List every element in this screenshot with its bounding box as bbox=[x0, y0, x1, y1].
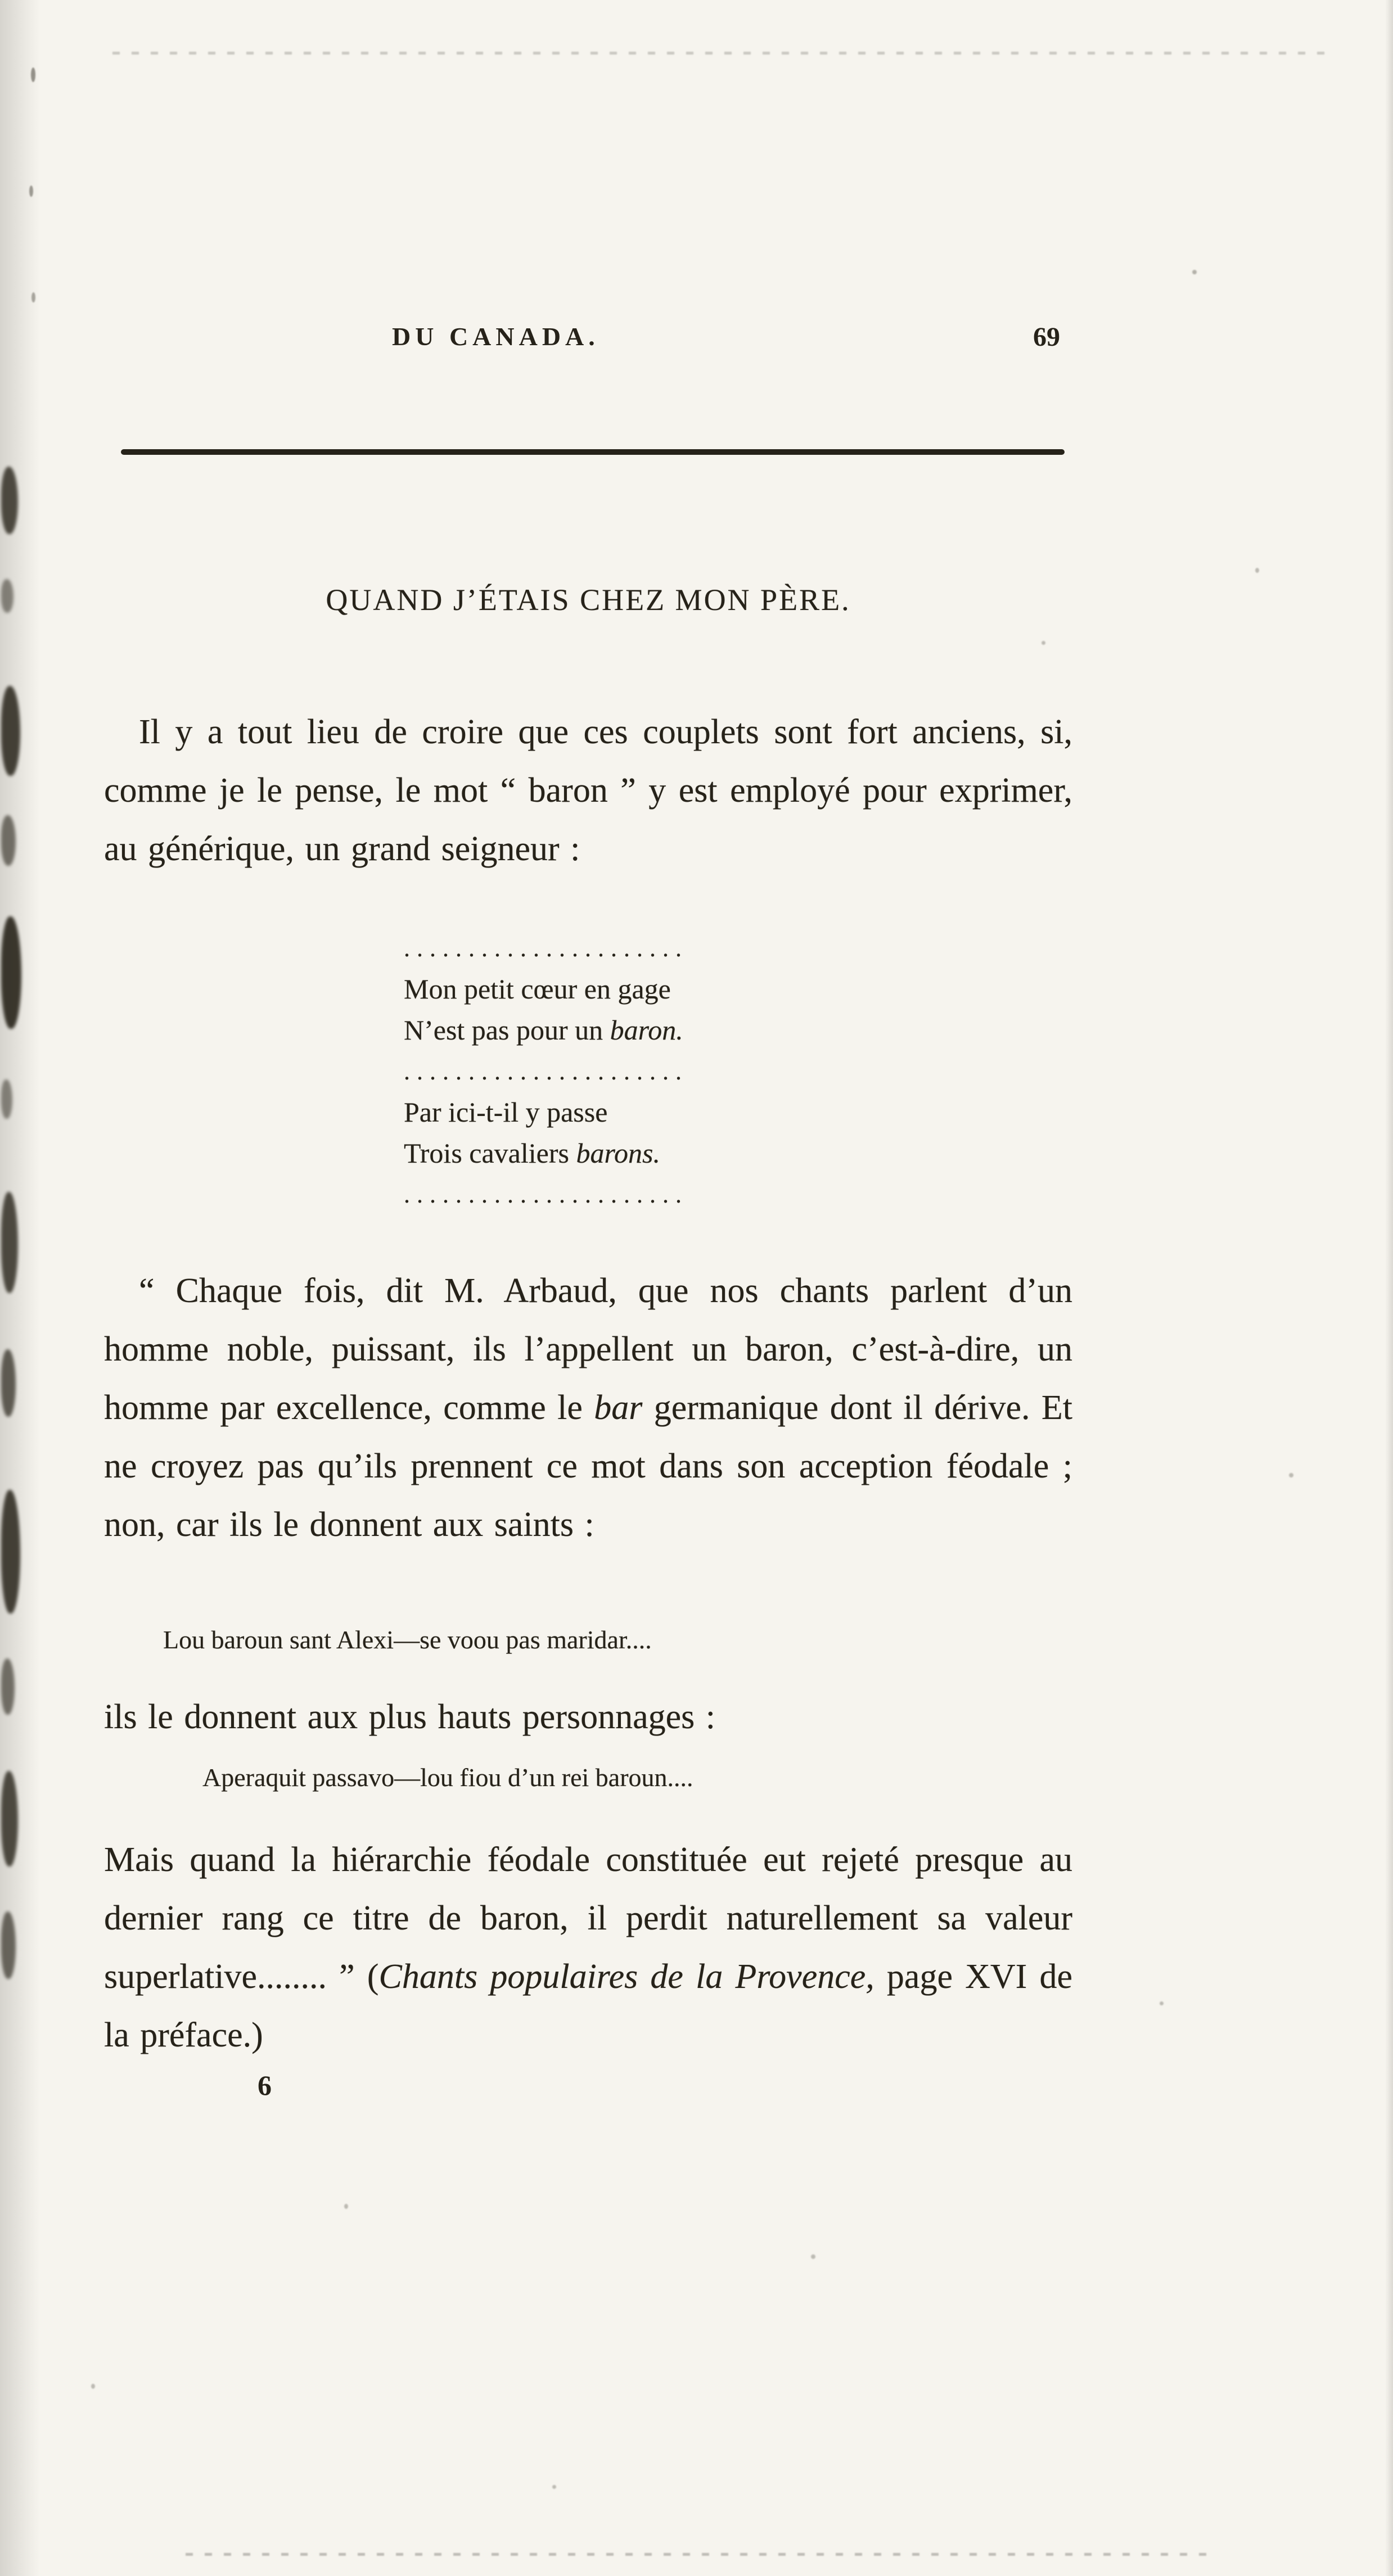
page-header bbox=[104, 322, 1072, 361]
ellipsis-line: ...................... bbox=[404, 1057, 688, 1085]
provencal-citation-1: Lou baroun sant Alexi—se voou pas maridar.... bbox=[163, 1625, 652, 1654]
quote-text: “ Chaque fois, dit M. Arbaud, que nos chants parlent d’un homme noble, puissant, ils l’appellent un baron, c’est-à-dire, un homme par excellence, comme le bbox=[104, 1272, 1072, 1427]
intro-paragraph: Il y a tout lieu de croire que ces couplets sont fort anciens, si, comme je le pense, le mot “ baron ” y est employé pour exprimer, au générique, un grand seigneur : bbox=[104, 713, 1072, 868]
italic-bar: bar bbox=[594, 1389, 643, 1427]
verse-line-text: N’est pas pour un bbox=[404, 1014, 610, 1046]
noise-blob bbox=[1, 1911, 16, 1979]
noise-blob bbox=[1, 1079, 12, 1119]
closing-paragraph bbox=[104, 1831, 1072, 2064]
signature-mark: 6 bbox=[258, 2069, 272, 2101]
closing-text: Mais quand la hiérarchie féodale constituée eut rejeté presque au dernier rang ce titre de baron, il perdit naturellement sa valeur superlative........ ” ( bbox=[104, 1841, 1072, 1996]
scan-artifact-bottom-line bbox=[186, 2553, 1215, 2556]
noise-blob bbox=[1, 815, 16, 866]
italic-barons: barons. bbox=[576, 1137, 661, 1169]
ellipsis-line: ...................... bbox=[404, 1181, 688, 1208]
verse-line: Mon petit cœur en gage bbox=[404, 973, 671, 1005]
scan-speck bbox=[91, 2384, 95, 2389]
scan-speck bbox=[1042, 641, 1045, 645]
binding-noise bbox=[0, 450, 28, 2080]
scan-speck bbox=[29, 186, 33, 197]
quote-text: germanique dont il dérive. Et ne croyez pas qu’ils prennent ce mot dans son acception féodale ; non, car ils le donnent aux saints : bbox=[104, 1389, 1072, 1544]
noise-blob bbox=[1, 1349, 16, 1417]
scan-speck bbox=[1192, 270, 1197, 274]
arbaud-quote-paragraph bbox=[104, 1262, 1072, 1554]
noise-blob bbox=[1, 916, 21, 1029]
italic-baron: baron. bbox=[610, 1014, 683, 1046]
noise-blob bbox=[1, 1192, 18, 1293]
closing-text: page XVI de la préface.) bbox=[104, 1958, 1072, 2054]
scan-speck bbox=[31, 292, 35, 302]
noise-blob bbox=[1, 467, 18, 534]
noise-blob bbox=[1, 1490, 20, 1614]
header-rule bbox=[121, 449, 1065, 455]
song-title: QUAND J’ÉTAIS CHEZ MON PÈRE. bbox=[326, 583, 851, 617]
scan-speck bbox=[1255, 568, 1259, 573]
verse-line bbox=[404, 1133, 688, 1174]
running-title: DU CANADA. bbox=[392, 322, 599, 351]
provencal-citation-2: Aperaquit passavo—lou fiou d’un rei baroun.... bbox=[202, 1763, 693, 1792]
page-number: 69 bbox=[1033, 322, 1060, 352]
ellipsis-line: ...................... bbox=[404, 934, 688, 962]
scan-speck bbox=[1160, 2001, 1164, 2005]
noise-blob bbox=[1, 579, 13, 613]
scan-speck bbox=[811, 2254, 815, 2259]
noise-blob bbox=[1, 1771, 18, 1867]
italic-book-title: Chants populaires de la Provence, bbox=[378, 1958, 874, 1996]
noise-blob bbox=[1, 1658, 15, 1715]
scan-speck bbox=[1289, 1473, 1293, 1477]
verse-line: Par ici-t-il y passe bbox=[404, 1096, 608, 1128]
page-edge-shadow bbox=[1385, 0, 1393, 2576]
scan-speck bbox=[31, 67, 35, 82]
noise-blob bbox=[1, 686, 20, 776]
scan-speck bbox=[344, 2204, 348, 2209]
scan-artifact-top-line bbox=[112, 52, 1327, 55]
verse-block bbox=[404, 928, 688, 1215]
verse-line bbox=[404, 1010, 688, 1051]
verse-line-text: Trois cavaliers bbox=[404, 1137, 576, 1169]
scan-speck bbox=[552, 2485, 556, 2489]
bridge-line: ils le donnent aux plus hauts personnages : bbox=[104, 1698, 715, 1736]
